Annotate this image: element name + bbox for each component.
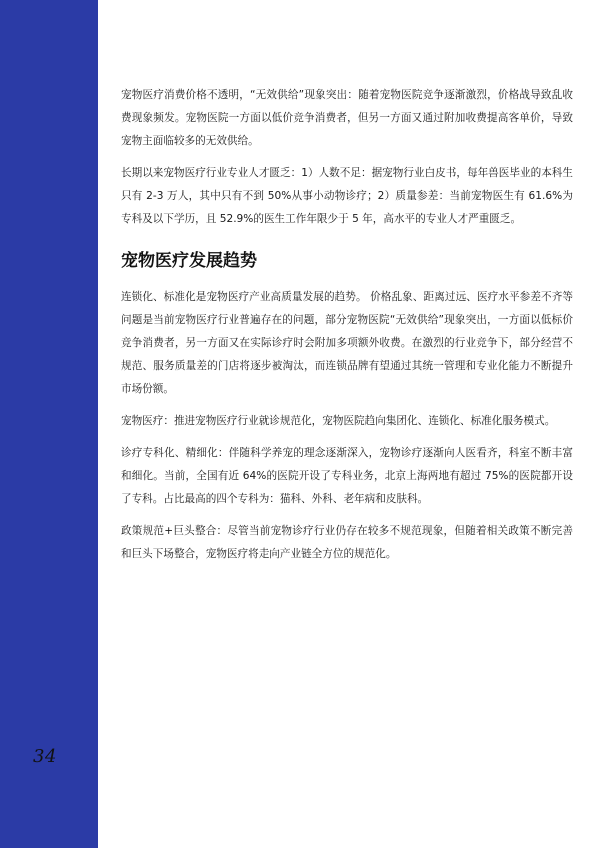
section-heading: 宠物医疗发展趋势 (121, 251, 257, 271)
paragraph-pricing: 宠物医疗消费价格不透明，“无效供给”现象突出：随着宠物医院竞争逐渐激烈，价格战导致乱收费现象频发。宠物医院一方面以低价竞争消费者，但另一方面又通过附加收费提高客单价，导致宠物主面临较多的无效供给。 (121, 89, 573, 147)
main-content (121, 84, 573, 566)
paragraph-chain-trend: 连锁化、标准化是宠物医疗产业高质量发展的趋势。 价格乱象、距离过远、医疗水平参差不齐等问题是当前宠物医疗行业普遍存在的问题，部分宠物医院“无效供给”现象突出，一方面以低标价竞争消费者，另一方面又在实际诊疗时会附加多项额外收费。在激烈的行业竞争下，部分经营不规范、服务质量差的门店将逐步被淘汰，而连锁品牌有望通过其统一管理和专业化能力不断提升市场份额。 (121, 291, 573, 395)
paragraph-specialization: 诊疗专科化、精细化：伴随科学养宠的理念逐渐深入，宠物诊疗逐渐向人医看齐，科室不断丰富和细化。当前，全国有近 64%的医院开设了专科业务，北京上海两地有超过 75%的医院都开设了专科。占比最高的四个专科为：猫科、外科、老年病和皮肤科。 (121, 447, 573, 505)
page-number: 34 (33, 746, 57, 767)
paragraph-talent: 长期以来宠物医疗行业专业人才匮乏：1）人数不足：据宠物行业白皮书，每年兽医毕业的本科生只有 2-3 万人，其中只有不到 50%从事小动物诊疗；2）质量参差：当前宠物医生有 61.6%为专科及以下学历，且 52.9%的医生工作年限少于 5 年，高水平的专业人才严重匮乏。 (121, 167, 573, 225)
paragraph-standardization: 宠物医疗：推进宠物医疗行业就诊规范化，宠物医院趋向集团化、连锁化、标准化服务模式。 (121, 415, 556, 427)
paragraph-policy: 政策规范+巨头整合：尽管当前宠物诊疗行业仍存在较多不规范现象，但随着相关政策不断完善和巨头下场整合，宠物医疗将走向产业链全方位的规范化。 (121, 525, 573, 560)
side-color-band (0, 0, 98, 848)
